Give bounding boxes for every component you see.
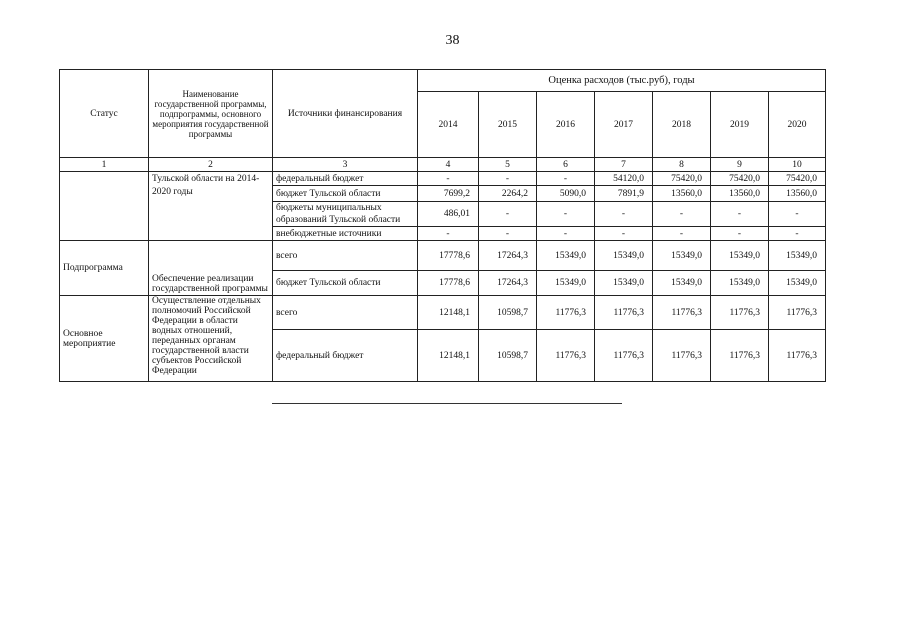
value-cell: 486,01 [418, 202, 479, 227]
source-cell: всего [273, 296, 418, 330]
value-cell: 17264,3 [479, 271, 537, 296]
value-cell: 12148,1 [418, 330, 479, 382]
value-cell: 11776,3 [769, 296, 826, 330]
value-cell: 75420,0 [653, 172, 711, 186]
table-row [60, 172, 826, 186]
value-cell: 17264,3 [479, 241, 537, 271]
column-index: 4 [418, 158, 479, 172]
header-status: Статус [60, 70, 149, 158]
header-year: 2016 [537, 92, 595, 158]
header-estimate: Оценка расходов (тыс.руб), годы [418, 70, 826, 92]
horizontal-divider [272, 403, 622, 404]
source-cell: внебюджетные источники [273, 227, 418, 241]
value-cell: 11776,3 [537, 330, 595, 382]
value-cell: 11776,3 [653, 296, 711, 330]
value-cell: 11776,3 [653, 330, 711, 382]
column-index: 7 [595, 158, 653, 172]
column-index: 2 [149, 158, 273, 172]
table-row [60, 241, 826, 271]
header-year: 2017 [595, 92, 653, 158]
value-cell: 15349,0 [595, 241, 653, 271]
value-cell: 11776,3 [711, 296, 769, 330]
header-sources: Источники финансирования [273, 70, 418, 158]
budget-table [59, 69, 826, 382]
source-cell: всего [273, 241, 418, 271]
program-name-cell: Обеспечение реализации государственной программы [149, 241, 273, 296]
header-year: 2019 [711, 92, 769, 158]
value-cell: 10598,7 [479, 330, 537, 382]
value-cell: - [653, 227, 711, 241]
value-cell: 11776,3 [595, 330, 653, 382]
header-year: 2018 [653, 92, 711, 158]
value-cell: 10598,7 [479, 296, 537, 330]
source-cell: бюджеты муниципальных образований Тульской области [273, 202, 418, 227]
header-name: Наименование государственной программы, подпрограммы, основного мероприятия государственной программы [149, 70, 273, 158]
value-cell: 2264,2 [479, 186, 537, 202]
value-cell: - [479, 172, 537, 186]
status-cell [60, 172, 149, 241]
value-cell: 11776,3 [537, 296, 595, 330]
status-cell: Основное мероприятие [60, 296, 149, 382]
value-cell: - [653, 202, 711, 227]
column-index-row [60, 158, 826, 172]
program-name-cell: Тульской области на 2014-2020 годы [149, 172, 273, 241]
column-index: 9 [711, 158, 769, 172]
value-cell: 15349,0 [769, 241, 826, 271]
value-cell: - [711, 202, 769, 227]
value-cell: 15349,0 [711, 241, 769, 271]
value-cell: 13560,0 [653, 186, 711, 202]
source-cell: федеральный бюджет [273, 172, 418, 186]
value-cell: 7699,2 [418, 186, 479, 202]
value-cell: 11776,3 [769, 330, 826, 382]
table-row [60, 296, 826, 330]
value-cell: - [479, 227, 537, 241]
value-cell: 15349,0 [595, 271, 653, 296]
value-cell: - [711, 227, 769, 241]
value-cell: 13560,0 [711, 186, 769, 202]
header-year: 2015 [479, 92, 537, 158]
source-cell: бюджет Тульской области [273, 186, 418, 202]
status-cell: Подпрограмма [60, 241, 149, 296]
program-name-cell: Осуществление отдельных полномочий Российской Федерации в области водных отношений, переданных органам государственной власти субъектов Российской Федерации [149, 296, 273, 382]
value-cell: - [595, 202, 653, 227]
value-cell: 5090,0 [537, 186, 595, 202]
value-cell: 75420,0 [711, 172, 769, 186]
value-cell: - [418, 227, 479, 241]
column-index: 3 [273, 158, 418, 172]
value-cell: 15349,0 [537, 241, 595, 271]
value-cell: 13560,0 [769, 186, 826, 202]
column-index: 5 [479, 158, 537, 172]
value-cell: 15349,0 [653, 271, 711, 296]
column-index: 10 [769, 158, 826, 172]
value-cell: 15349,0 [711, 271, 769, 296]
value-cell: - [418, 172, 479, 186]
value-cell: 54120,0 [595, 172, 653, 186]
header-year: 2020 [769, 92, 826, 158]
value-cell: 15349,0 [537, 271, 595, 296]
value-cell: 11776,3 [711, 330, 769, 382]
value-cell: - [479, 202, 537, 227]
value-cell: 7891,9 [595, 186, 653, 202]
page-number: 38 [445, 33, 460, 48]
column-index: 6 [537, 158, 595, 172]
value-cell: 75420,0 [769, 172, 826, 186]
value-cell: 12148,1 [418, 296, 479, 330]
value-cell: 15349,0 [653, 241, 711, 271]
value-cell: 15349,0 [769, 271, 826, 296]
value-cell: - [537, 172, 595, 186]
value-cell: - [537, 227, 595, 241]
header-year: 2014 [418, 92, 479, 158]
value-cell: - [595, 227, 653, 241]
value-cell: - [537, 202, 595, 227]
source-cell: федеральный бюджет [273, 330, 418, 382]
source-cell: бюджет Тульской области [273, 271, 418, 296]
value-cell: - [769, 202, 826, 227]
column-index: 1 [60, 158, 149, 172]
value-cell: 11776,3 [595, 296, 653, 330]
value-cell: 17778,6 [418, 271, 479, 296]
column-index: 8 [653, 158, 711, 172]
value-cell: 17778,6 [418, 241, 479, 271]
value-cell: - [769, 227, 826, 241]
